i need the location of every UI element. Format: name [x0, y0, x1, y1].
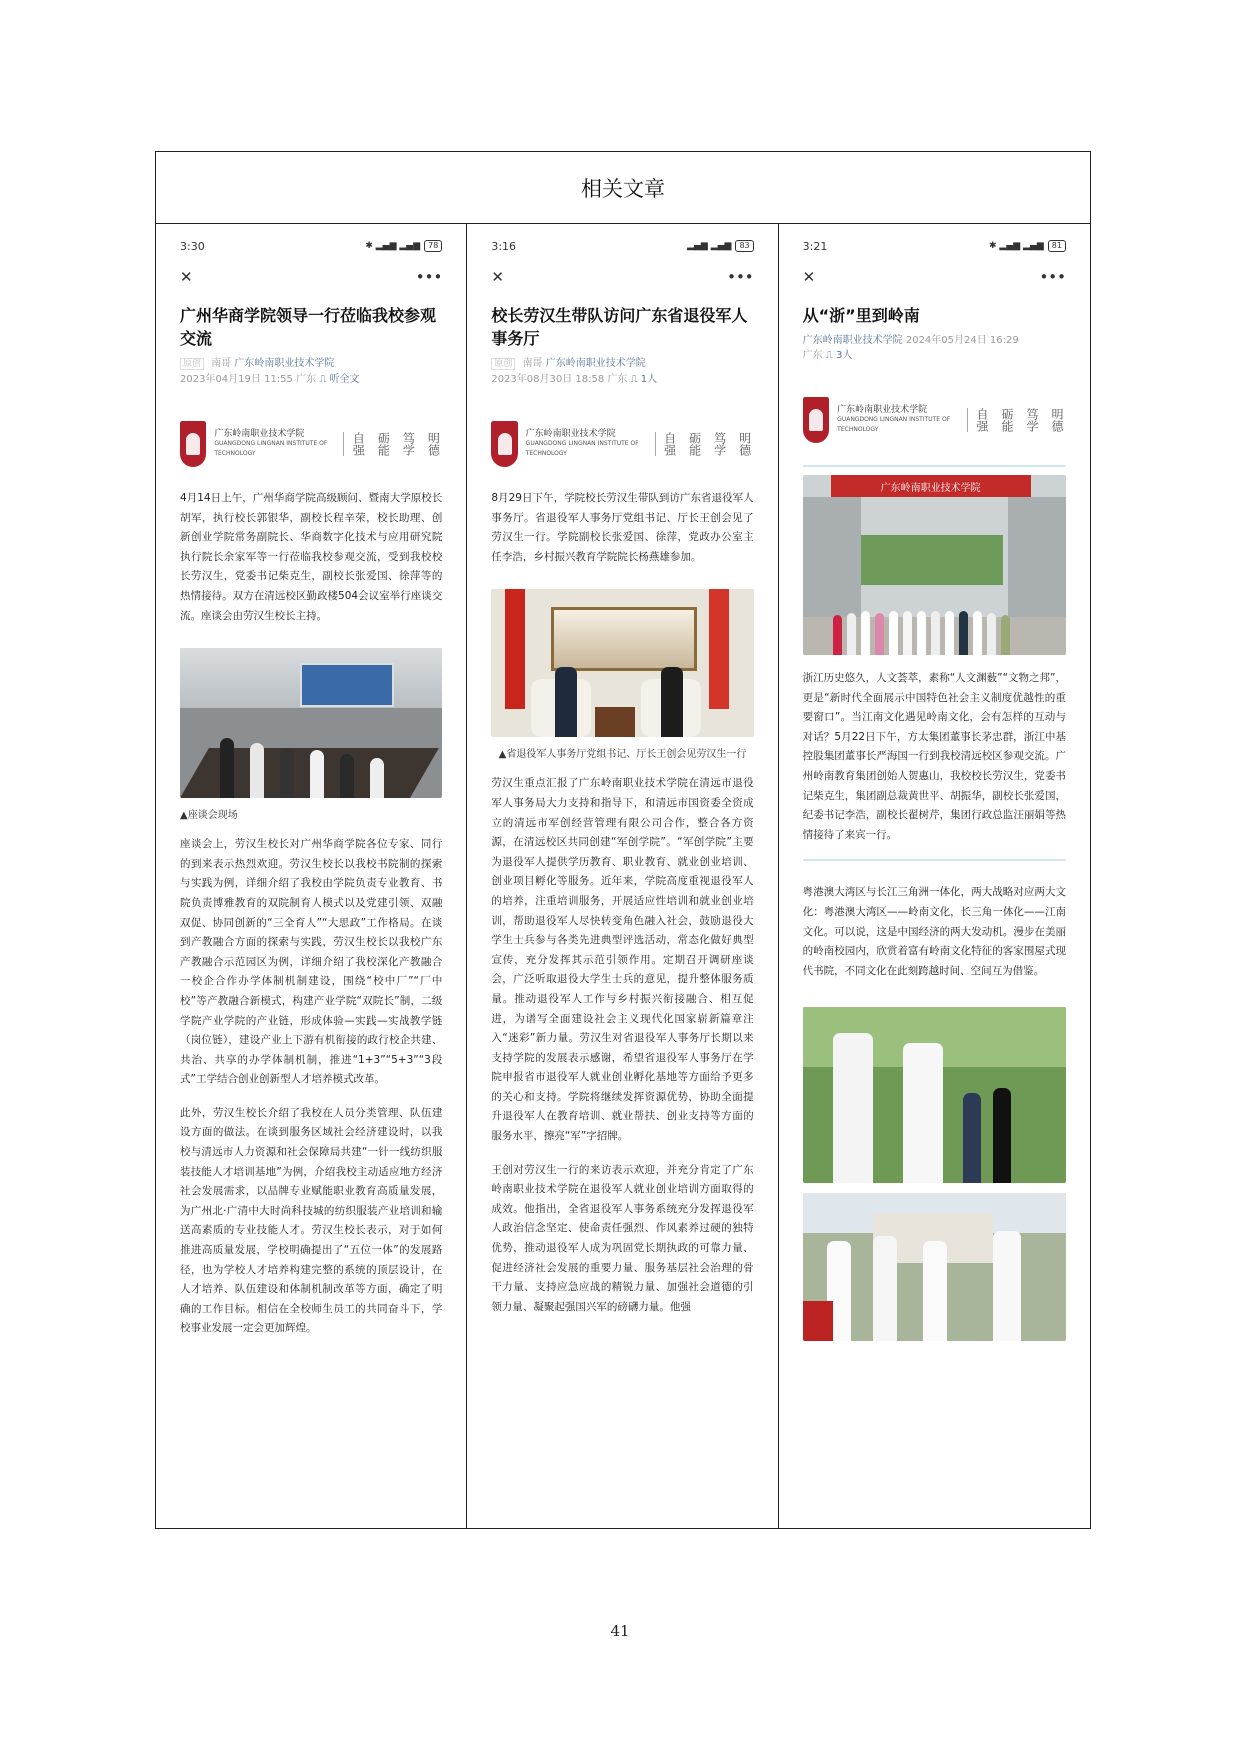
account-link[interactable]: 广东岭南职业技术学院	[802, 335, 903, 346]
article-meta: 原创 南哥 广东岭南职业技术学院 2023年04月19日 11:55 广东 ⎍ 听全文	[180, 358, 360, 385]
close-icon[interactable]: ✕	[491, 268, 504, 286]
article-title: 校长劳汉生带队访问广东省退役军人事务厅	[491, 306, 748, 348]
article-paragraph: 座谈会上，劳汉生校长对广州华商学院各位专家、同行的到来表示热烈欢迎。劳汉生校长以我校书院制的探索与实践为例，详细介绍了我校由学院负责专业教育、书院负责博雅教育的双院制育人模式以及党建引领、双融双促、协同创新的“三全育人”“大思政”工作格局。在谈到产教融合方面的探索与实践，劳汉生校长以我校广东产教融合示范园区为例，详细介绍了我校深化产教融合一校企合作办学体制机制建设，围绕“校中厂”“厂中校”等产教融合新模式，构建产业学院“双院长”制，二级学院产业学院的产业链，形成体验—实践—实战教学链（岗位链），建设产业上下游有机衔接的政行校企共建、共治、共享的办学体制机制，推进“1+3”“5+3”“3段式”工学结合创业创新型人才培养模式改革。	[180, 838, 443, 1086]
table-title: 相关文章	[156, 152, 1090, 224]
more-icon[interactable]: •••	[1039, 268, 1066, 286]
school-logo-icon	[803, 397, 830, 443]
status-bar	[180, 238, 442, 254]
close-icon[interactable]: ✕	[180, 268, 193, 286]
article-paragraph: 4月14日上午，广州华商学院高级顾问、暨南大学原校长胡军，执行校长郭银华，副校长程辛荣，校长助理、创新创业学院常务副院长、华商数字化技术与应用研究院执行院长余家军等一行莅临我校参观交流，受到我校校长劳汉生，党委书记柴克生，副校长张爱国、徐萍等的热情接待。双方在清远校区勤政楼504会议室举行座谈交流。座谈会由劳汉生校长主持。	[180, 492, 443, 622]
article-paragraph: 粤港澳大湾区与长江三角洲一体化，两大战略对应两大文化：粤港澳大湾区——岭南文化，长三角一体化——江南文化。可以说，这是中国经济的两大发动机。漫步在美丽的岭南校园内，欣赏着富有岭南文化特征的客家围屋式现代书院，不同文化在此刻跨越时间、空间互为借鉴。	[802, 886, 1066, 977]
meeting-photo	[180, 648, 442, 798]
page-number: 41	[610, 1622, 630, 1640]
signal-icon: ▂▄▆ ▂▄▆	[687, 241, 732, 251]
article-title: 广州华商学院领导一行莅临我校参观交流	[180, 306, 437, 348]
article-paragraph: 浙江历史悠久，人文荟萃，素称“人文渊薮”“文物之邦”，更是“新时代全面展示中国特色社会主义制度优越性的重要窗口”。当江南文化遇见岭南文化，会有怎样的互动与对话？5月22日下午，方太集团董事长茅忠群，浙江中基控股集团董事长严海国一行到我校清远校区参观交流。广州岭南教育集团创始人贺惠山，我校校长劳汉生，党委书记柴克生，集团副总裁黄世平、胡振华，副校长张爱国，纪委书记李浩，副校长翟树芹，集团行政总监汪丽娟等热情接待了来宾一行。	[802, 672, 1066, 841]
school-logo-icon	[491, 421, 517, 467]
school-motto: 自强 砺能 笃学 明德	[655, 432, 754, 456]
article-paragraph: 王创对劳汉生一行的来访表示欢迎，并充分肯定了广东岭南职业技术学院在退役军人就业创业培训方面取得的成效。他指出，全省退役军人事务系统充分发挥退役军人政治信念坚定、使命责任强烈、作风素养过硬的独特优势，推动退役军人成为巩固党长期执政的可靠力量、促进经济社会发展的重要力量、服务基层社会治理的骨干力量、支持应急应战的精锐力量、加强社会道德的引领力量、凝聚起强国兴军的磅礴力量。他强	[491, 1163, 754, 1313]
photo-caption: ▲省退役军人事务厅党组书记、厅长王创会见劳汉生一行	[498, 749, 747, 761]
article-screenshot-1	[156, 224, 467, 1529]
account-link[interactable]: 广东岭南职业技术学院	[545, 358, 646, 369]
battery-icon: 81	[1048, 240, 1066, 252]
article-meta: 广东岭南职业技术学院 2024年05月24日 16:29 广东 ⎍ 3人	[802, 335, 1019, 361]
status-bar	[491, 238, 753, 254]
listen-button[interactable]: ⎍ 听全文	[319, 374, 360, 385]
divider	[803, 859, 1066, 861]
listen-count: ⎍ 1人	[630, 374, 658, 385]
school-banner: 广东岭南职业技术学院 GUANGDONG LINGNAN INSTITUTE OF TECHNOLOGY 自强 砺能 笃学 明德	[180, 413, 442, 475]
article-title: 从“浙”里到岭南	[802, 306, 920, 325]
divider	[803, 465, 1066, 467]
more-icon[interactable]: •••	[727, 268, 754, 286]
related-articles-table	[155, 151, 1091, 1529]
status-time: 3:21	[802, 239, 828, 253]
photo-caption: ▲座谈会现场	[180, 810, 238, 822]
account-link[interactable]: 广东岭南职业技术学院	[234, 358, 335, 369]
campus-walk-photo	[803, 1007, 1066, 1183]
gate-sign: 广东岭南职业技术学院	[831, 475, 1031, 497]
status-time: 3:16	[491, 239, 517, 253]
article-paragraph: 劳汉生重点汇报了广东岭南职业技术学院在清远市退役军人事务局大力支持和指导下，和清远市国资委全资成立的清远市军创经营管理有限公司合作，整合各方资源，在清远校区共同创建“军创学院”。“军创学院”主要为退役军人提供学历教育、职业教育、就业创业培训、创业项目孵化等服务。近年来，学院高度重视退役军人的培养，注重培训服务，开展适应性培训和就业创业培训，帮助退役军人尽快转变角色融入社会，鼓励退役大学生士兵参与各类先进典型评选活动，常态化做好典型宣传，充分发挥其示范引领作用。定期召开调研座谈会，广泛听取退役大学生士兵的意见，提升整体服务质量。推动退役军人工作与乡村振兴衔接融合、相互促进，为谱写全面建设社会主义现代化国家崭新篇章注入“迷彩”新力量。劳汉生对省退役军人事务厅长期以来支持学院的发展表示感谢，希望省退役军人事务厅在学院申报省市退役军人就业创业孵化基地等方面给予更多的关心和支持。学院将继续发挥资源优势，协助全面提升退役军人在教育培训、就业帮扶、创业支持等方面的服务水平，擦亮“军”字招牌。	[491, 777, 754, 1143]
status-bar	[803, 238, 1066, 254]
campus-walk-photo	[803, 1193, 1066, 1341]
signal-icon: ✱ ▂▄▆ ▂▄▆	[365, 241, 421, 251]
meeting-photo	[491, 589, 753, 737]
article-meta: 原创 南哥 广东岭南职业技术学院 2023年08月30日 18:58 广东 ⎍ 1人	[491, 358, 658, 385]
school-banner: 广东岭南职业技术学院 GUANGDONG LINGNAN INSTITUTE OF TECHNOLOGY 自强 砺能 笃学 明德	[803, 389, 1066, 451]
article-paragraph: 8月29日下午，学院校长劳汉生带队到访广东省退役军人事务厅。省退役军人事务厅党组书记、厅长王创会见了劳汉生一行。学院副校长张爱国、徐萍，党政办公室主任李浩，乡村振兴教育学院院长杨燕雄参加。	[491, 492, 754, 563]
article-paragraph: 此外，劳汉生校长介绍了我校在人员分类管理、队伍建设方面的做法。在谈到服务区域社会经济建设时，以我校与清远市人力资源和社会保障局共建“一针一线纺织服装技能人才培训基地”为例，介绍我校主动适应地方经济社会发展需求，以品牌专业赋能职业教育高质量发展，为广州北·广清中大时尚科技城的纺织服装产业培训和输送高素质的专业技能人才。劳汉生校长表示，对于如何推进高质量发展，学校明确提出了“五位一体”的发展路径，也为学校人才培养构建完整的系统的顶层设计，在人才培养、队伍建设和体制机制改革等方面，确定了明确的工作目标。相信在全校师生员工的共同奋斗下，学校事业发展一定会更加辉煌。	[180, 1106, 443, 1335]
more-icon[interactable]: •••	[415, 268, 443, 286]
signal-icon: ✱ ▂▄▆ ▂▄▆	[989, 241, 1044, 251]
article-screenshot-2	[467, 224, 778, 1529]
status-time: 3:30	[180, 239, 205, 253]
listen-count: ⎍ 3人	[825, 350, 853, 361]
school-motto: 自强 砺能 笃学 明德	[967, 408, 1066, 432]
close-icon[interactable]: ✕	[802, 268, 816, 286]
school-motto: 自强 砺能 笃学 明德	[343, 432, 442, 456]
article-screenshot-3	[779, 224, 1090, 1529]
school-logo-icon	[180, 421, 206, 467]
school-banner: 广东岭南职业技术学院 GUANGDONG LINGNAN INSTITUTE OF TECHNOLOGY 自强 砺能 笃学 明德	[491, 413, 753, 475]
battery-icon: 78	[424, 240, 442, 252]
battery-icon: 83	[735, 240, 753, 252]
campus-gate-photo	[803, 475, 1066, 655]
